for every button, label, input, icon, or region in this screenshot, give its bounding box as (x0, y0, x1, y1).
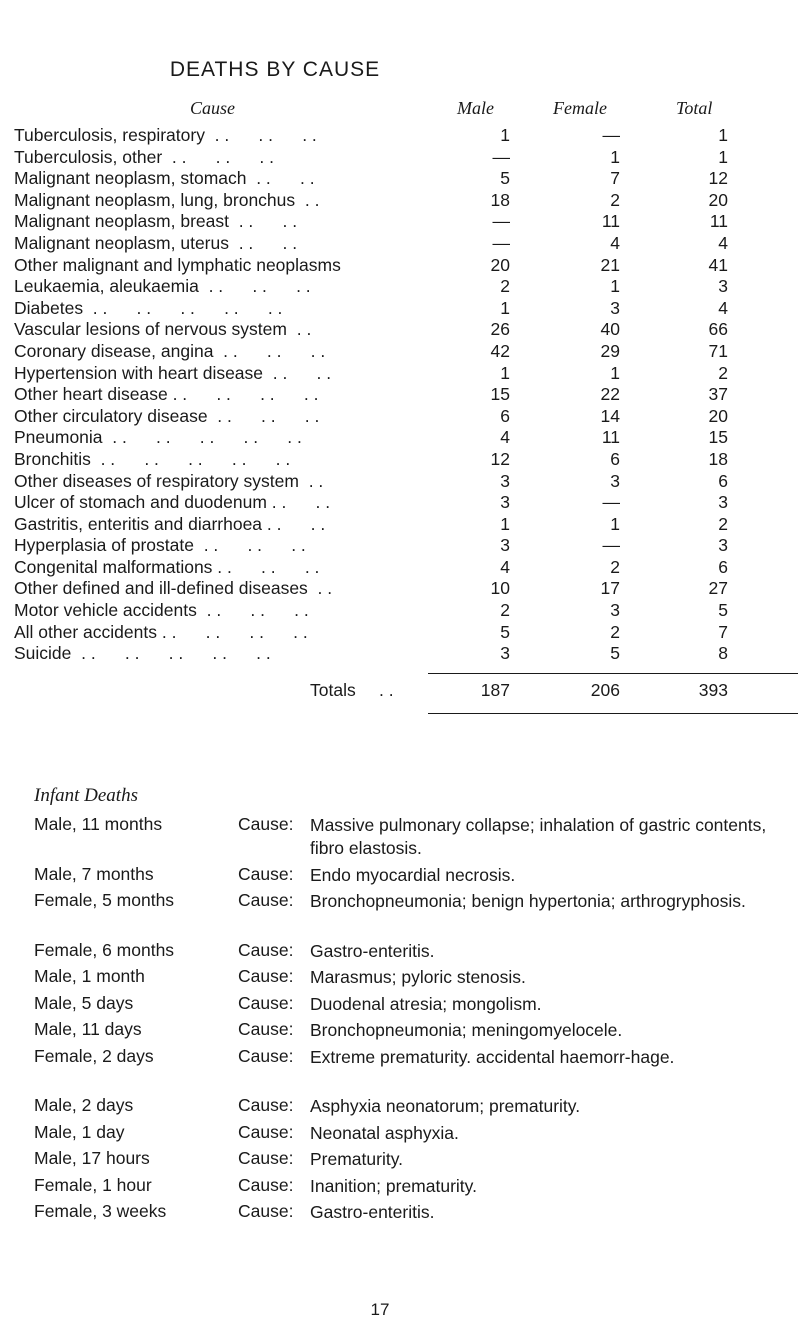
infant-sex-age: Male, 1 month (34, 966, 145, 986)
cause-cell: Other circulatory disease . . . . . . (14, 405, 320, 426)
cause-cell: Malignant neoplasm, uterus . . . . (14, 232, 298, 253)
totals-dots: . . (379, 680, 394, 700)
infant-sex-age: Male, 5 days (34, 992, 134, 1013)
infant-cause-label: Cause: (238, 1095, 294, 1115)
female-cell: 3 (610, 470, 620, 491)
female-cell: 3 (610, 600, 620, 621)
male-cell: 26 (490, 319, 510, 340)
male-cell: 1 (500, 125, 510, 145)
total-cell: 71 (708, 340, 728, 361)
leader-dots: . . (295, 189, 320, 210)
female-cell: 1 (610, 362, 620, 383)
female-cell: 1 (610, 146, 620, 167)
totals-label: Totals (310, 680, 356, 700)
infant-death-row (34, 1122, 794, 1149)
male-cell: 3 (500, 492, 510, 513)
table-row (14, 125, 800, 147)
total-cell: 6 (718, 470, 728, 491)
male-cell: 12 (490, 448, 510, 469)
infant-cause-label: Cause: (238, 890, 294, 910)
infant-death-row (34, 864, 794, 891)
cause-cell: Pneumonia . . . . . . . . . . (14, 427, 302, 448)
infant-cause-text: Gastro-enteritis. (310, 940, 435, 961)
male-cell: 3 (500, 643, 510, 664)
infant-cause-label: Cause: (238, 814, 294, 834)
leader-dots: . . (287, 319, 312, 340)
female-cell: 2 (610, 556, 620, 577)
cause-cell: Other malignant and lymphatic neoplasms (14, 254, 341, 275)
infant-cause-label: Cause: (238, 1174, 294, 1195)
leader-dots: . . . . . . (193, 535, 306, 556)
cause-cell: Hypertension with heart disease . . . . (14, 362, 332, 383)
female-cell: 2 (610, 189, 620, 210)
leader-dots: . . . . . . . . (167, 384, 319, 405)
female-cell: 4 (610, 232, 620, 253)
table-row (14, 406, 800, 428)
total-cell: 2 (718, 513, 728, 534)
infant-cause-text: Duodenal atresia; mongolism. (310, 993, 542, 1014)
cause-cell: Tuberculosis, respiratory . . . . . . (14, 125, 317, 145)
total-cell: 3 (718, 492, 728, 513)
male-cell: 1 (500, 297, 510, 318)
page-number: 17 (370, 1300, 390, 1319)
male-cell: 10 (490, 578, 510, 599)
leader-dots: . . . . (263, 362, 332, 383)
infant-death-row (34, 1148, 794, 1175)
male-cell: 5 (500, 168, 510, 189)
infant-sex-age: Female, 2 days (34, 1045, 154, 1066)
table-row (14, 211, 800, 233)
total-cell: 1 (718, 146, 728, 167)
leader-dots: . . . . . . (162, 146, 274, 167)
female-cell: 29 (600, 340, 620, 361)
female-cell: 1 (610, 513, 620, 534)
infant-cause-label: Cause: (238, 939, 294, 960)
cause-cell: All other accidents . . . . . . . . (14, 621, 308, 642)
female-cell: 7 (610, 168, 620, 189)
infant-death-row (34, 890, 794, 940)
infant-death-row (34, 1175, 794, 1202)
infant-cause-text: Endo myocardial necrosis. (310, 864, 516, 885)
infant-cause-label: Cause: (238, 1019, 294, 1039)
cause-cell: Hyperplasia of prostate . . . . . . (14, 535, 306, 556)
infant-death-row (34, 1201, 794, 1228)
female-cell: — (602, 125, 620, 145)
totals-female: 206 (590, 680, 620, 700)
table-row (14, 578, 800, 600)
male-cell: 15 (490, 384, 510, 405)
table-row (14, 255, 800, 277)
total-cell: 11 (709, 211, 728, 232)
page-title: DEATHS BY CAUSE (169, 58, 381, 81)
total-cell: 4 (718, 297, 728, 318)
infant-sex-age: Male, 11 days (34, 1019, 142, 1039)
male-cell: 3 (500, 470, 510, 491)
cause-cell: Malignant neoplasm, stomach . . . . (14, 168, 315, 189)
infant-sex-age: Female, 6 months (34, 939, 175, 960)
male-cell: 1 (500, 513, 510, 534)
leader-dots: . . . . (228, 211, 298, 232)
table-row (14, 514, 800, 536)
female-cell: 3 (610, 297, 620, 318)
table-row (14, 233, 800, 255)
table-row (14, 600, 800, 622)
infant-cause-label: Cause: (238, 992, 294, 1013)
total-cell: 12 (708, 168, 728, 189)
header-female: Female (553, 98, 607, 118)
cause-cell: Other diseases of respiratory system . . (14, 470, 324, 491)
table-row (14, 449, 800, 471)
infant-cause-label: Cause: (238, 863, 294, 884)
leader-dots: . . . . . . (198, 276, 311, 297)
table-row (14, 190, 800, 212)
infant-cause-text: Neonatal asphyxia. (310, 1122, 459, 1143)
female-cell: — (602, 492, 620, 513)
male-cell: 20 (490, 254, 510, 275)
table-row (14, 535, 800, 557)
infant-cause-text: Marasmus; pyloric stenosis. (310, 967, 526, 987)
male-cell: 42 (490, 340, 510, 361)
header-total: Total (676, 98, 713, 118)
male-cell: — (492, 211, 510, 232)
infant-sex-age: Male, 7 months (34, 863, 154, 884)
leader-dots: . . (298, 470, 324, 491)
male-cell: — (492, 146, 510, 167)
total-cell: 18 (708, 448, 728, 469)
infant-sex-age: Female, 5 months (34, 890, 175, 910)
infant-death-row (34, 966, 794, 993)
infant-sex-age: Male, 11 months (34, 814, 163, 834)
totals-row (14, 678, 800, 702)
female-cell: 22 (600, 384, 620, 405)
table-row (14, 276, 800, 298)
total-cell: 41 (708, 254, 728, 275)
total-cell: 37 (708, 384, 728, 405)
total-cell: 20 (708, 189, 728, 210)
female-cell: 1 (610, 276, 620, 297)
table-row (14, 557, 800, 579)
total-cell: 8 (718, 643, 728, 664)
infant-cause-text: Bronchopneumonia; meningomyelocele. (310, 1020, 623, 1040)
male-cell: 4 (500, 556, 510, 577)
infant-sex-age: Male, 2 days (34, 1095, 134, 1115)
total-cell: 20 (708, 405, 728, 426)
infant-cause-text: Bronchopneumonia; benign hypertonia; arthrogryphosis. (310, 891, 746, 911)
total-cell: 6 (718, 556, 728, 577)
total-cell: 3 (718, 535, 728, 556)
infant-death-row (34, 993, 794, 1020)
leader-dots: . . . . (266, 492, 331, 513)
male-cell: 18 (490, 189, 510, 210)
table-row (14, 427, 800, 449)
cause-cell: Malignant neoplasm, lung, bronchus . . (14, 189, 320, 210)
table-body (14, 125, 800, 665)
total-cell: 27 (708, 578, 728, 599)
leader-dots: . . . . (246, 168, 315, 189)
infant-cause-text: Massive pulmonary collapse; inhalation of gastric contents, fibro elastosis. (310, 815, 767, 858)
totals-top-rule (428, 673, 798, 674)
female-cell: 14 (600, 405, 620, 426)
infant-cause-label: Cause: (238, 1201, 294, 1221)
cause-cell: Other heart disease . . . . . . . . (14, 384, 319, 405)
infant-cause-label: Cause: (238, 1148, 294, 1168)
leader-dots: . . . . . . (213, 340, 326, 361)
table-row (14, 384, 800, 406)
leader-dots: . . . . . . . . . . (83, 297, 283, 318)
totals-total: 393 (698, 680, 728, 700)
table-row (14, 298, 800, 320)
cause-cell: Coronary disease, angina . . . . . . (14, 340, 326, 361)
cause-cell: Vascular lesions of nervous system . . (14, 319, 312, 340)
infant-cause-label: Cause: (238, 1045, 294, 1066)
female-cell: 5 (610, 643, 620, 664)
total-cell: 66 (708, 319, 728, 340)
male-cell: 5 (500, 621, 510, 642)
total-cell: 7 (718, 621, 728, 642)
leader-dots: . . (307, 578, 333, 599)
female-cell: 17 (600, 578, 620, 599)
infant-deaths-title: Infant Deaths (34, 785, 138, 806)
total-cell: 4 (718, 232, 728, 253)
cause-cell: Ulcer of stomach and duodenum . . . . (14, 492, 331, 513)
female-cell: 6 (610, 448, 620, 469)
total-cell: 15 (708, 427, 728, 448)
male-cell: 3 (500, 535, 510, 556)
total-cell: 2 (718, 362, 728, 383)
deaths-by-cause-table (14, 98, 800, 665)
female-cell: 21 (600, 254, 620, 275)
infant-sex-age: Male, 17 hours (34, 1148, 150, 1168)
infant-death-row (34, 814, 794, 864)
leader-dots: . . . . . . . . . . (102, 427, 302, 448)
leader-dots: . . . . . . (196, 600, 309, 621)
male-cell: 2 (500, 600, 510, 621)
total-cell: 5 (718, 600, 728, 621)
leader-dots: . . . . . . . . . . (71, 643, 271, 664)
total-cell: 1 (718, 125, 728, 145)
cause-cell: Bronchitis . . . . . . . . . . (14, 448, 291, 469)
cause-cell: Leukaemia, aleukaemia . . . . . . (14, 276, 311, 297)
infant-deaths-list (34, 814, 794, 1228)
infant-sex-age: Female, 3 weeks (34, 1201, 167, 1221)
female-cell: — (602, 535, 620, 556)
infant-cause-text: Asphyxia neonatorum; prematurity. (310, 1096, 581, 1116)
table-row (14, 363, 800, 385)
cause-cell: Suicide . . . . . . . . . . (14, 643, 271, 664)
cause-cell: Congenital malformations . . . . . . (14, 556, 320, 577)
header-male: Male (457, 98, 494, 118)
female-cell: 2 (610, 621, 620, 642)
infant-death-row (34, 940, 794, 967)
infant-cause-label: Cause: (238, 1121, 294, 1142)
table-row (14, 471, 800, 493)
male-cell: 6 (500, 405, 510, 426)
male-cell: 2 (500, 276, 510, 297)
infant-death-row (34, 1019, 794, 1046)
infant-death-row (34, 1095, 794, 1122)
totals-male: 187 (480, 680, 510, 700)
leader-dots: . . . . . . . . . . (90, 448, 291, 469)
leader-dots: . . . . . . (207, 405, 320, 426)
totals-bottom-rule (428, 713, 798, 714)
infant-cause-text: Gastro-enteritis. (310, 1202, 435, 1222)
table-row (14, 622, 800, 644)
cause-cell: Diabetes . . . . . . . . . . (14, 297, 283, 318)
leader-dots: . . . . (262, 513, 326, 534)
female-cell: 11 (601, 427, 620, 448)
infant-sex-age: Female, 1 hour (34, 1174, 152, 1195)
table-row (14, 643, 800, 665)
male-cell: 4 (500, 427, 510, 448)
infant-cause-text: Prematurity. (310, 1149, 404, 1169)
infant-cause-text: Extreme prematurity. accidental haemorr-hage. (310, 1046, 675, 1067)
female-cell: 40 (600, 319, 620, 340)
table-row (14, 319, 800, 341)
male-cell: — (492, 232, 510, 253)
infant-cause-text: Inanition; prematurity. (310, 1175, 477, 1196)
female-cell: 11 (601, 211, 620, 232)
infant-sex-age: Male, 1 day (34, 1121, 125, 1142)
leader-dots: . . . . . . . . (157, 621, 308, 642)
infant-death-row (34, 1046, 794, 1096)
cause-cell: Malignant neoplasm, breast . . . . (14, 211, 298, 232)
leader-dots: . . . . (228, 232, 298, 253)
cause-cell: Gastritis, enteritis and diarrhoea . . . . (14, 513, 326, 534)
header-cause: Cause (190, 98, 235, 118)
cause-cell: Tuberculosis, other . . . . . . (14, 146, 274, 167)
cause-cell: Motor vehicle accidents . . . . . . (14, 600, 309, 621)
table-row (14, 168, 800, 190)
total-cell: 3 (718, 276, 728, 297)
table-row (14, 341, 800, 363)
male-cell: 1 (500, 362, 510, 383)
infant-cause-label: Cause: (238, 966, 294, 986)
table-header (14, 98, 800, 125)
leader-dots: . . . . . . (204, 125, 317, 145)
table-row (14, 492, 800, 514)
cause-cell: Other defined and ill-defined diseases . . (14, 578, 333, 599)
leader-dots: . . . . . . (212, 556, 320, 577)
table-row (14, 147, 800, 169)
